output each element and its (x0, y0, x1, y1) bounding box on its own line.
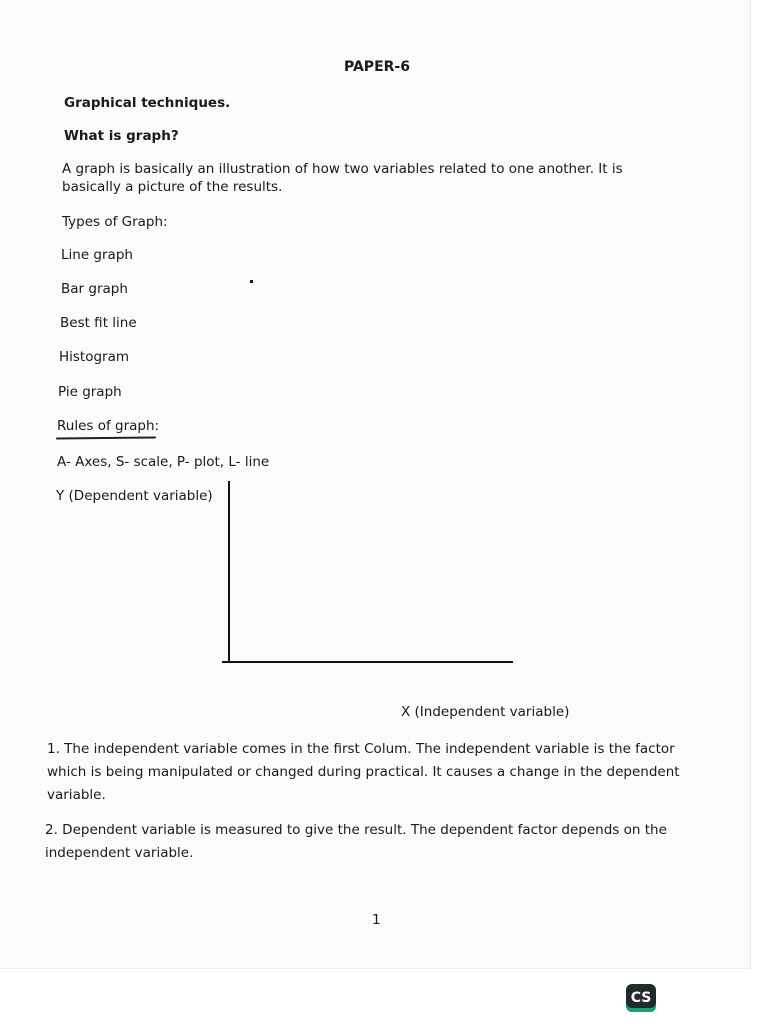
type-item-histogram: Histogram (59, 349, 130, 365)
type-item-pie-graph: Pie graph (58, 384, 122, 400)
section-heading: Graphical techniques. (64, 95, 231, 111)
rules-text: A- Axes, S- scale, P- plot, L- line (57, 454, 270, 470)
point-1-paragraph: 1. The independent variable comes in the first Colum. The independent variable is the factor which is being manipulated or changed during practical. It causes a change in the dependent variable. (47, 741, 680, 803)
definition-paragraph: A graph is basically an illustration of how two variables related to one another. It is basically a picture of the results. (62, 161, 623, 195)
camscanner-logo-icon: CS (626, 984, 656, 1012)
type-item-line-graph: Line graph (61, 247, 133, 263)
type-item-best-fit-line: Best fit line (60, 315, 137, 331)
rules-heading: Rules of graph: (57, 418, 160, 434)
y-axis-label: Y (Dependent variable) (56, 488, 213, 504)
rules-heading-underline (56, 436, 156, 439)
page-title: PAPER-6 (344, 59, 410, 75)
types-heading: Types of Graph: (62, 214, 168, 230)
page-number: 1 (372, 912, 381, 928)
x-axis-line (222, 661, 513, 663)
question-heading: What is graph? (64, 128, 179, 144)
type-item-bar-graph: Bar graph (61, 281, 128, 297)
x-axis-label: X (Independent variable) (401, 704, 570, 720)
ink-speck (250, 280, 253, 283)
point-2-paragraph: 2. Dependent variable is measured to give the result. The dependent factor depends on the independent variable. (45, 822, 667, 861)
y-axis-line (228, 481, 230, 662)
